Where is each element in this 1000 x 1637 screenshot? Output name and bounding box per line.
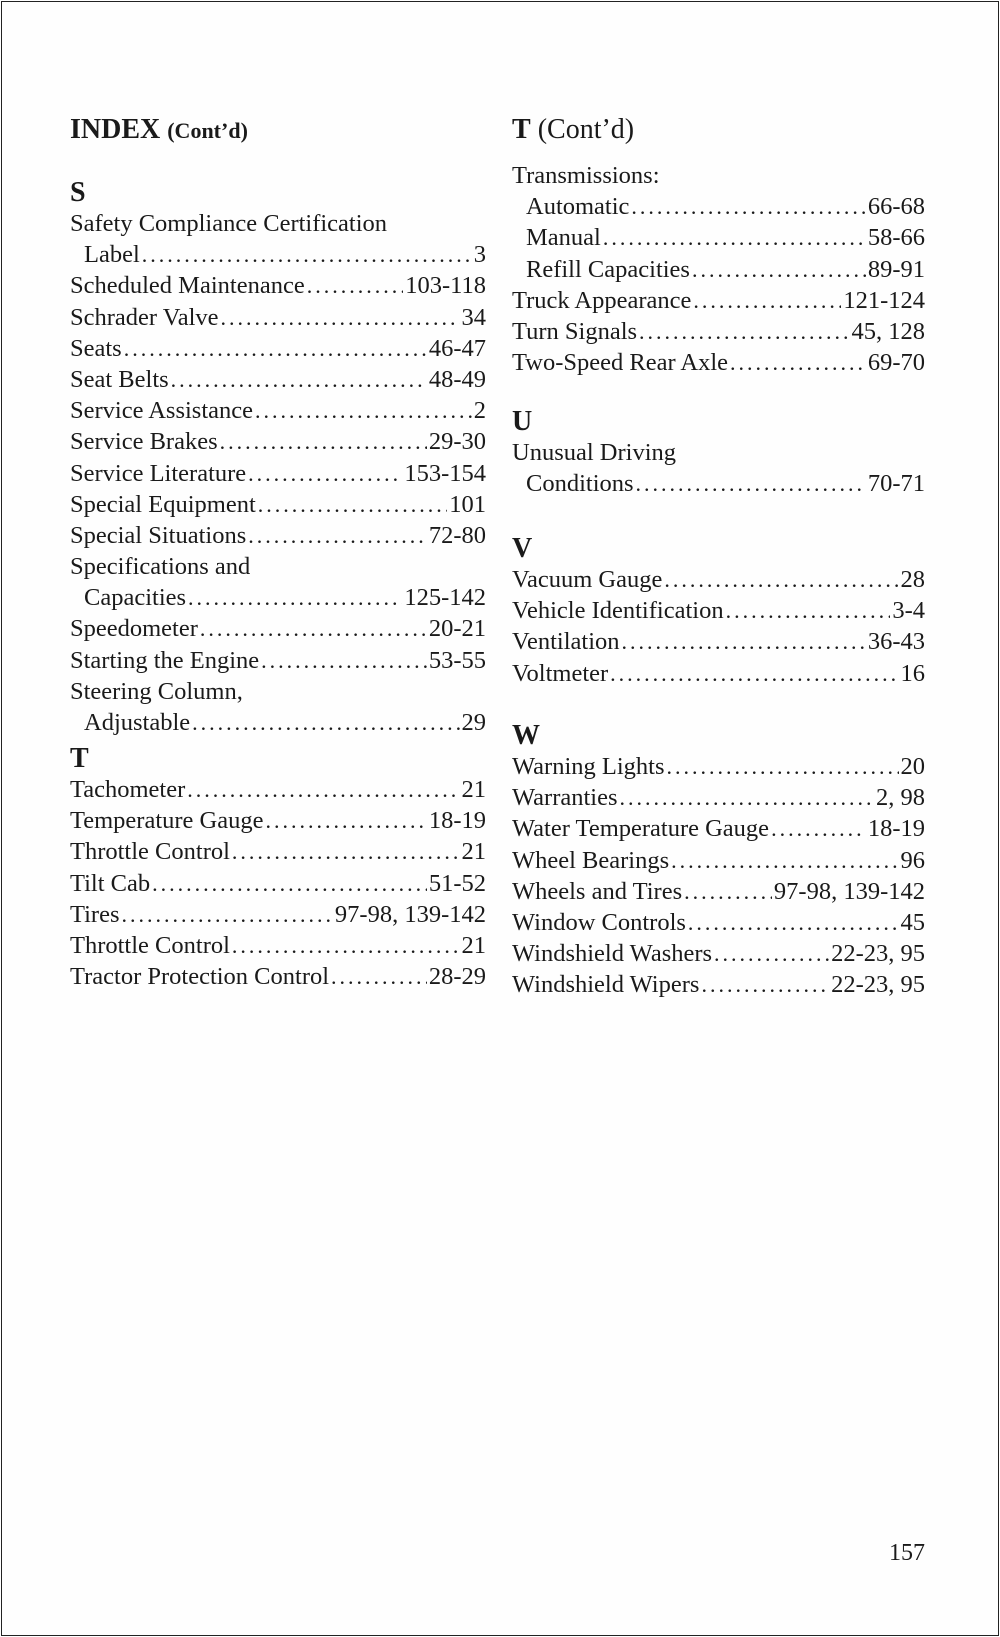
index-entry (512, 347, 925, 378)
dot-leader (220, 426, 427, 457)
index-entry-name: Tilt Cab (70, 869, 151, 897)
index-entry-name: Temperature Gauge (70, 807, 264, 835)
index-entry-pages: 101 (449, 490, 486, 518)
dot-leader (124, 333, 427, 364)
index-entry (70, 707, 486, 738)
index-entry-pages: 21 (461, 931, 486, 959)
index-entry (512, 938, 925, 969)
index-entry (70, 302, 486, 333)
dot-leader (248, 458, 402, 489)
index-entry-name: Tires (70, 900, 120, 928)
index-entry (70, 458, 486, 489)
index-entry-name: Special Situations (70, 521, 247, 549)
index-entry-name: Speedometer (70, 615, 198, 643)
index-entry (70, 520, 486, 551)
index-entry (70, 805, 486, 836)
section-t-cont (512, 160, 925, 378)
dot-leader (631, 191, 865, 222)
index-entry (70, 836, 486, 867)
index-subtitle: (Cont’d) (167, 118, 248, 143)
index-entry-name: Manual (526, 224, 601, 252)
dot-leader (255, 395, 472, 426)
section-letter-s: S (70, 177, 86, 208)
dot-leader (692, 254, 866, 285)
dot-leader (192, 707, 459, 738)
index-entry-name: Windshield Washers (512, 940, 713, 968)
index-entry-pages: 46-47 (428, 334, 486, 362)
dot-leader (232, 930, 460, 961)
index-entry-pages: 18-19 (867, 815, 925, 843)
dot-leader (142, 239, 472, 270)
index-entry-pages: 121-124 (843, 286, 925, 314)
section-t-entries (70, 774, 486, 992)
index-entry-pages: 18-19 (428, 807, 486, 835)
index-entry-pages: 3 (473, 241, 486, 269)
section-w (512, 720, 925, 1001)
dot-leader (671, 845, 898, 876)
index-entry-name: Wheel Bearings (512, 846, 670, 874)
index-entry-name: Truck Appearance (512, 286, 692, 314)
section-v-entries (512, 564, 925, 689)
dot-leader (258, 489, 448, 520)
index-entry (70, 645, 486, 676)
index-entry-pages: 20 (900, 753, 925, 780)
index-entry-name: Scheduled Maintenance (70, 272, 305, 300)
index-entry-pages: 48-49 (428, 365, 486, 393)
index-entry (70, 208, 486, 239)
index-entry-pages: 72-80 (428, 521, 486, 549)
index-entry-pages: 21 (461, 776, 486, 803)
dot-leader (331, 961, 427, 992)
dot-leader (221, 302, 460, 333)
index-entry-name: Starting the Engine (70, 646, 260, 674)
dot-leader (639, 316, 849, 347)
index-entry (70, 364, 486, 395)
index-entry-name: Unusual Driving (512, 439, 676, 466)
index-entry (512, 437, 925, 468)
dot-leader (622, 626, 866, 657)
index-entry-pages: 3-4 (892, 597, 925, 625)
index-entry-pages: 21 (461, 838, 486, 866)
index-entry-name: Seats (70, 334, 122, 362)
index-entry-name: Special Equipment (70, 490, 256, 518)
index-entry-name: Safety Compliance Certification (70, 210, 388, 237)
index-entry-name: Warning Lights (512, 753, 665, 780)
index-entry (70, 961, 486, 992)
dot-leader (701, 969, 829, 1000)
dot-leader (200, 613, 427, 644)
section-s-entries (70, 208, 486, 738)
index-entry-pages: 36-43 (867, 628, 925, 656)
index-entry (512, 222, 925, 253)
index-entry (70, 239, 486, 270)
index-entry (512, 907, 925, 938)
index-entry-pages: 45 (900, 908, 925, 936)
index-entry-name: Capacities (84, 584, 187, 612)
index-entry-name: Seat Belts (70, 365, 169, 393)
index-entry-pages: 70-71 (867, 470, 925, 498)
index-entry-name: Window Controls (512, 908, 686, 936)
section-letter-t-cont: T (512, 114, 531, 145)
index-entry (512, 969, 925, 1000)
index-entry (512, 191, 925, 222)
index-entry (70, 613, 486, 644)
index-entry-name: Throttle Control (70, 838, 230, 866)
index-entry (512, 160, 925, 191)
index-entry-pages: 45, 128 (851, 317, 925, 345)
section-letter-u: U (512, 406, 533, 437)
right-column-header (512, 114, 634, 146)
index-entry-pages: 16 (900, 659, 925, 687)
page-title (70, 114, 248, 146)
index-entry-name: Steering Column, (70, 677, 243, 705)
index-entry-name: Windshield Wipers (512, 971, 700, 999)
dot-leader (684, 876, 772, 907)
index-entry-pages: 125-142 (404, 584, 486, 612)
index-page (1, 1, 999, 1636)
index-entry-pages: 2 (473, 397, 486, 425)
index-entry-name: Voltmeter (512, 659, 609, 687)
index-entry (512, 254, 925, 285)
index-entry-name: Transmissions: (512, 162, 660, 189)
index-entry (70, 774, 486, 805)
section-u-entries (512, 437, 925, 499)
index-entry-name: Tractor Protection Control (70, 963, 330, 991)
dot-leader (232, 836, 460, 867)
index-entry-name: Turn Signals (512, 317, 638, 345)
section-letter-t: T (70, 743, 89, 774)
dot-leader (726, 595, 891, 626)
page-number: 157 (889, 1540, 925, 1566)
dot-leader (187, 774, 459, 805)
dot-leader (667, 751, 899, 782)
index-entry-pages: 153-154 (404, 459, 486, 487)
dot-leader (688, 907, 899, 938)
index-entry (512, 626, 925, 657)
index-entry-name: Service Assistance (70, 397, 254, 425)
dot-leader (610, 658, 898, 689)
dot-leader (771, 813, 866, 844)
index-entry-pages: 20-21 (428, 615, 486, 643)
section-s (70, 177, 486, 738)
index-entry-pages: 66-68 (867, 193, 925, 221)
index-entry-name: Vehicle Identification (512, 597, 724, 625)
index-entry-pages: 96 (900, 846, 925, 874)
index-entry (512, 782, 925, 813)
index-entry-pages: 29 (461, 709, 486, 736)
index-entry-pages: 2, 98 (876, 784, 925, 812)
index-entry-pages: 58-66 (867, 224, 925, 252)
section-t-cont-entries (512, 160, 925, 378)
index-title: INDEX (70, 114, 161, 145)
index-entry-name: Adjustable (84, 709, 191, 736)
index-entry-name: Tachometer (70, 776, 186, 803)
dot-leader (730, 347, 866, 378)
index-entry-name: Wheels and Tires (512, 877, 683, 905)
dot-leader (188, 582, 402, 613)
dot-leader (693, 285, 841, 316)
dot-leader (307, 270, 404, 301)
index-entry (70, 899, 486, 930)
index-entry-pages: 69-70 (867, 349, 925, 377)
index-entry-name: Vacuum Gauge (512, 566, 663, 593)
index-entry (70, 395, 486, 426)
index-entry-pages: 103-118 (405, 272, 486, 300)
index-entry-pages: 89-91 (867, 255, 925, 283)
index-entry-name: Ventilation (512, 628, 620, 656)
index-entry (70, 582, 486, 613)
index-entry (512, 876, 925, 907)
index-entry-name: Service Literature (70, 459, 247, 487)
dot-leader (620, 782, 874, 813)
index-entry (70, 426, 486, 457)
index-entry (512, 845, 925, 876)
index-entry-pages: 29-30 (428, 428, 486, 456)
dot-leader (248, 520, 427, 551)
index-entry (512, 285, 925, 316)
index-entry-name: Warranties (512, 784, 618, 812)
index-entry-name: Two-Speed Rear Axle (512, 349, 729, 377)
index-entry (512, 658, 925, 689)
dot-leader (664, 564, 898, 595)
section-v (512, 533, 925, 689)
index-entry-name: Refill Capacities (526, 255, 690, 283)
index-entry-name: Throttle Control (70, 931, 230, 959)
dot-leader (171, 364, 427, 395)
index-entry (70, 868, 486, 899)
section-letter-v: V (512, 533, 533, 564)
index-entry (512, 316, 925, 347)
index-entry-name: Schrader Valve (70, 303, 219, 331)
dot-leader (603, 222, 866, 253)
index-entry-pages: 34 (461, 303, 486, 331)
index-entry-name: Service Brakes (70, 428, 218, 456)
index-entry-pages: 28 (900, 566, 925, 593)
index-entry-pages: 97-98, 139-142 (773, 877, 925, 905)
dot-leader (266, 805, 427, 836)
index-entry (70, 930, 486, 961)
index-entry (70, 489, 486, 520)
dot-leader (121, 899, 332, 930)
index-entry-pages: 28-29 (428, 963, 486, 991)
right-header-subtitle: (Cont’d) (537, 114, 635, 145)
index-entry-name: Water Temperature Gauge (512, 815, 770, 843)
index-entry-pages: 97-98, 139-142 (334, 900, 486, 928)
section-letter-w: W (512, 720, 540, 751)
dot-leader (152, 868, 427, 899)
index-entry-pages: 22-23, 95 (831, 971, 925, 999)
index-entry-name: Automatic (526, 193, 630, 221)
index-entry (70, 333, 486, 364)
index-entry (512, 813, 925, 844)
index-entry (70, 676, 486, 707)
dot-leader (714, 938, 829, 969)
dot-leader (636, 468, 866, 499)
index-entry-name: Conditions (526, 470, 634, 498)
index-entry (512, 751, 925, 782)
index-entry (70, 270, 486, 301)
dot-leader (261, 645, 427, 676)
index-entry (512, 595, 925, 626)
index-entry-pages: 22-23, 95 (831, 940, 925, 968)
index-entry (70, 551, 486, 582)
index-entry-name: Label (84, 241, 140, 269)
index-entry (512, 564, 925, 595)
index-entry-pages: 53-55 (428, 646, 486, 674)
index-entry-name: Specifications and (70, 553, 251, 581)
section-t (70, 743, 486, 992)
index-entry-pages: 51-52 (428, 869, 486, 897)
section-w-entries (512, 751, 925, 1001)
section-u (512, 406, 925, 499)
index-entry (512, 468, 925, 499)
